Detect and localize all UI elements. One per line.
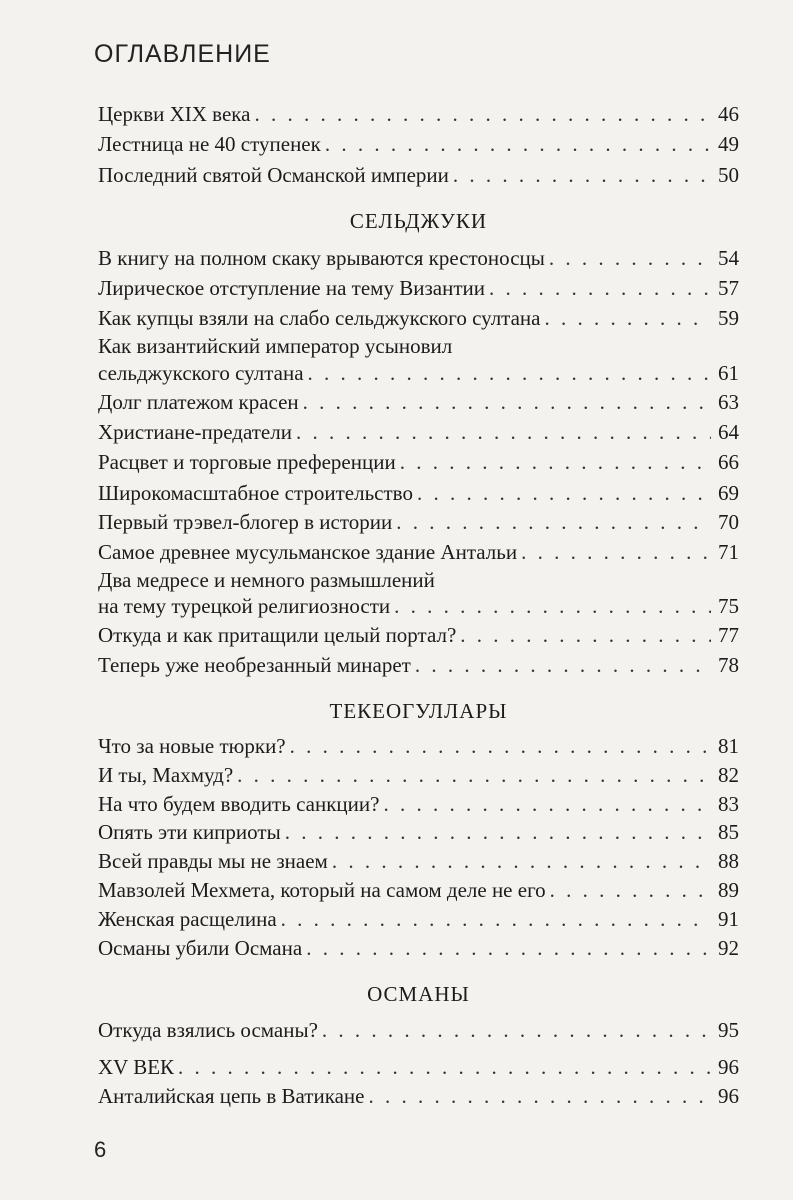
toc-entry-title: Опять эти киприоты [98,820,281,844]
dot-leader [394,593,711,620]
toc-entry-page: 96 [718,1084,739,1108]
dot-leader [383,791,711,818]
dot-leader [290,733,711,760]
toc-entry-page: 92 [718,936,739,960]
toc-entry [98,791,739,818]
dot-leader [545,305,712,332]
toc-entry [98,762,739,789]
toc-entry [98,877,739,904]
toc-entry-page: 57 [718,276,739,300]
toc-entry-title: на тему турецкой религиозности [98,594,391,618]
toc-entry-title: Самое древнее мусульманское здание Антальи [98,540,518,564]
dot-leader [255,101,712,128]
dot-leader [521,539,711,566]
dot-leader [308,360,711,387]
toc-entry [98,733,739,760]
toc-entry-title: Теперь уже необрезанный минарет [98,653,411,677]
toc-entry-title-line1: Два медресе и немного размышлений [98,568,435,592]
toc-entry-title: Церкви XIX века [98,102,251,126]
toc-entry-page: 70 [718,510,739,534]
toc-entry-title: Откуда взялись османы? [98,1018,318,1042]
toc-entry-title: Что за новые тюрки? [98,734,286,758]
toc-entry-page: 77 [718,623,739,647]
toc-entry [98,539,739,566]
toc-entry [98,652,739,679]
toc-entry-page: 95 [718,1018,739,1042]
toc-entry-title: Мавзолей Мехмета, который на самом деле не его [98,878,546,902]
page-title: ОГЛАВЛЕНИЕ [94,40,271,68]
toc-entry-title: Женская расщелина [98,907,277,931]
toc-entry-page: 46 [718,102,739,126]
toc-entry-title: Долг платежом красен [98,390,299,414]
page-number: 6 [94,1137,107,1162]
dot-leader [417,480,711,507]
dot-leader [400,449,711,476]
toc-entry-page: 91 [718,907,739,931]
toc-entry [98,480,739,507]
dot-leader [489,275,711,302]
toc-entry-title: Христиане-предатели [98,420,292,444]
toc-entry-page: 83 [718,792,739,816]
dot-leader [460,622,711,649]
dot-leader [332,848,711,875]
dot-leader [453,162,711,189]
toc-entry [98,360,739,387]
toc-entry-page: 96 [718,1055,739,1079]
dot-leader [237,762,711,789]
toc-entry [98,1083,739,1110]
toc-entry-title: На что будем вводить санкции? [98,792,380,816]
dot-leader [325,131,711,158]
toc-entry-page: 82 [718,763,739,787]
toc-entry [98,819,739,846]
toc-entry [98,593,739,620]
toc-entry-page: 85 [718,820,739,844]
toc-entry [98,101,739,128]
toc-entry [98,389,739,416]
dot-leader [396,509,711,536]
toc-entry-page: 50 [718,163,739,187]
toc-entry-page: 89 [718,878,739,902]
toc-entry-title: Откуда и как притащили целый портал? [98,623,457,647]
dot-leader [306,935,711,962]
toc-entry [98,275,739,302]
toc-entry-title: Османы убили Османа [98,936,303,960]
toc-entry-title: Расцвет и торговые преференции [98,450,396,474]
toc-entry [98,1017,739,1044]
toc-entry [98,906,739,933]
toc-entry [98,1054,739,1081]
dot-leader [281,906,711,933]
toc-entry-page: 88 [718,849,739,873]
toc-entry-title: Лестница не 40 ступенек [98,132,321,156]
toc-entry [98,848,739,875]
toc-entry-page: 78 [718,653,739,677]
dot-leader [178,1054,711,1081]
toc-entry [98,449,739,476]
toc-entry-title: Как купцы взяли на слабо сельджукского султана [98,306,541,330]
toc-entry [98,419,739,446]
toc-entry-title: XV ВЕК [98,1055,175,1079]
toc-entry-page: 66 [718,450,739,474]
dot-leader [549,245,711,272]
toc-entry [98,162,739,189]
toc-entry [98,509,739,536]
dot-leader [303,389,711,416]
toc-entry-title: И ты, Махмуд? [98,763,234,787]
toc-entry-page: 75 [718,594,739,618]
dot-leader [296,419,711,446]
toc-entry-title: В книгу на полном скаку врываются крестоносцы [98,246,545,270]
toc-entry-page: 49 [718,132,739,156]
toc-entry-title: сельджукского султана [98,361,304,385]
dot-leader [322,1017,711,1044]
toc-entry [98,622,739,649]
section-heading-tekeogullary: ТЕКЕОГУЛЛАРЫ [329,699,508,723]
section-heading-ottomans: ОСМАНЫ [367,982,470,1006]
toc-entry-title: Первый трэвел-блогер в истории [98,510,393,534]
toc-entry-title: Последний святой Османской империи [98,163,449,187]
toc-entry-page: 81 [718,734,739,758]
dot-leader [415,652,711,679]
toc-entry-page: 61 [718,361,739,385]
toc-entry-page: 54 [718,246,739,270]
toc-entry [98,935,739,962]
toc-entry-title: Всей правды мы не знаем [98,849,328,873]
toc-entry [98,245,739,272]
toc-entry-page: 64 [718,420,739,444]
toc-entry-page: 71 [718,540,739,564]
toc-entry-title-line1: Как византийский император усыновил [98,334,453,358]
dot-leader [285,819,711,846]
toc-entry-page: 59 [718,306,739,330]
toc-entry-title: Анталийская цепь в Ватикане [98,1084,365,1108]
toc-entry-page: 69 [718,481,739,505]
dot-leader [550,877,711,904]
dot-leader [369,1083,712,1110]
toc-entry-title: Лирическое отступление на тему Византии [98,276,485,300]
section-heading-seljuks: СЕЛЬДЖУКИ [349,209,488,233]
toc-entry-title: Широкомасштабное строительство [98,481,413,505]
toc-entry [98,131,739,158]
toc-entry-page: 63 [718,390,739,414]
toc-entry [98,305,739,332]
